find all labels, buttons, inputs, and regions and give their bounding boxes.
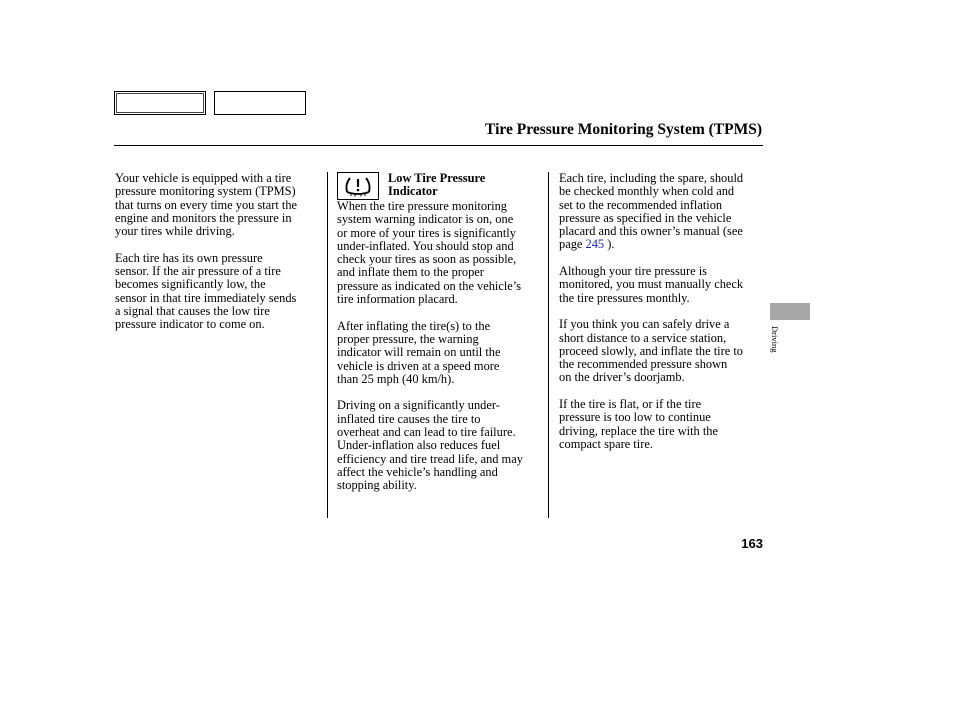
column-1 [115, 172, 321, 345]
indicator-heading: Low Tire Pressure Indicator [388, 171, 486, 199]
column-divider [327, 172, 328, 518]
nav-button-index[interactable] [214, 91, 306, 115]
page-number: 163 [741, 536, 763, 551]
paragraph: When the tire pressure monitoring system warning indicator is on, one or more of your tires is significantly under-inflated. You should stop and check your tires as soon as possible, and inflate them to the proper pressure as indicated on the vehicle’s tire information placard. [337, 199, 522, 307]
column-2 [337, 172, 543, 506]
low-tire-pressure-icon [337, 172, 379, 200]
paragraph: Although your tire pressure is monitored, you must manually check the tire pressures monthly. [559, 264, 744, 305]
nav-button-contents[interactable] [114, 91, 206, 115]
paragraph: If you think you can safely drive a short distance to a service station, proceed slowly, and inflate the tire to the recommended pressure shown on the driver’s doorjamb. [559, 317, 743, 385]
paragraph-with-link [559, 172, 765, 252]
paragraph-text: Each tire, including the spare, should be checked monthly when cold and set to the recommended inflation pressure as specified in the vehicle placard and this owner’s manual (see page [559, 171, 744, 252]
paragraph: Each tire has its own pressure sensor. If the air pressure of a tire becomes significantly low, the sensor in that tire immediately sends a signal that causes the low tire pressure indicator to come on. [115, 250, 297, 332]
title-rule [114, 145, 763, 146]
indicator-header [337, 172, 543, 200]
paragraph: Your vehicle is equipped with a tire pressure monitoring system (TPMS) that turns on every time you start the engine and monitors the pressure in your tires while driving. [115, 171, 298, 239]
page-245-link[interactable]: 245 [585, 237, 605, 252]
section-label: Driving [770, 326, 780, 353]
paragraph-text: ). [604, 237, 615, 252]
page-title: Tire Pressure Monitoring System (TPMS) [485, 121, 762, 138]
paragraph: Driving on a significantly under- inflated tire causes the tire to overheat and can lead to tire failure. Under-inflation also reduces fuel efficiency and tire tread life, and may affect the vehicle’s handling and stopping ability. [337, 398, 523, 493]
section-tab[interactable] [770, 303, 810, 320]
paragraph: After inflating the tire(s) to the proper pressure, the warning indicator will remain on until the vehicle is driven at a speed more than 25 mph (40 km/h). [337, 318, 501, 386]
column-3 [559, 172, 765, 465]
paragraph: If the tire is flat, or if the tire pressure is too low to continue driving, replace the tire with the compact spare tire. [559, 397, 718, 451]
column-divider [548, 172, 549, 518]
